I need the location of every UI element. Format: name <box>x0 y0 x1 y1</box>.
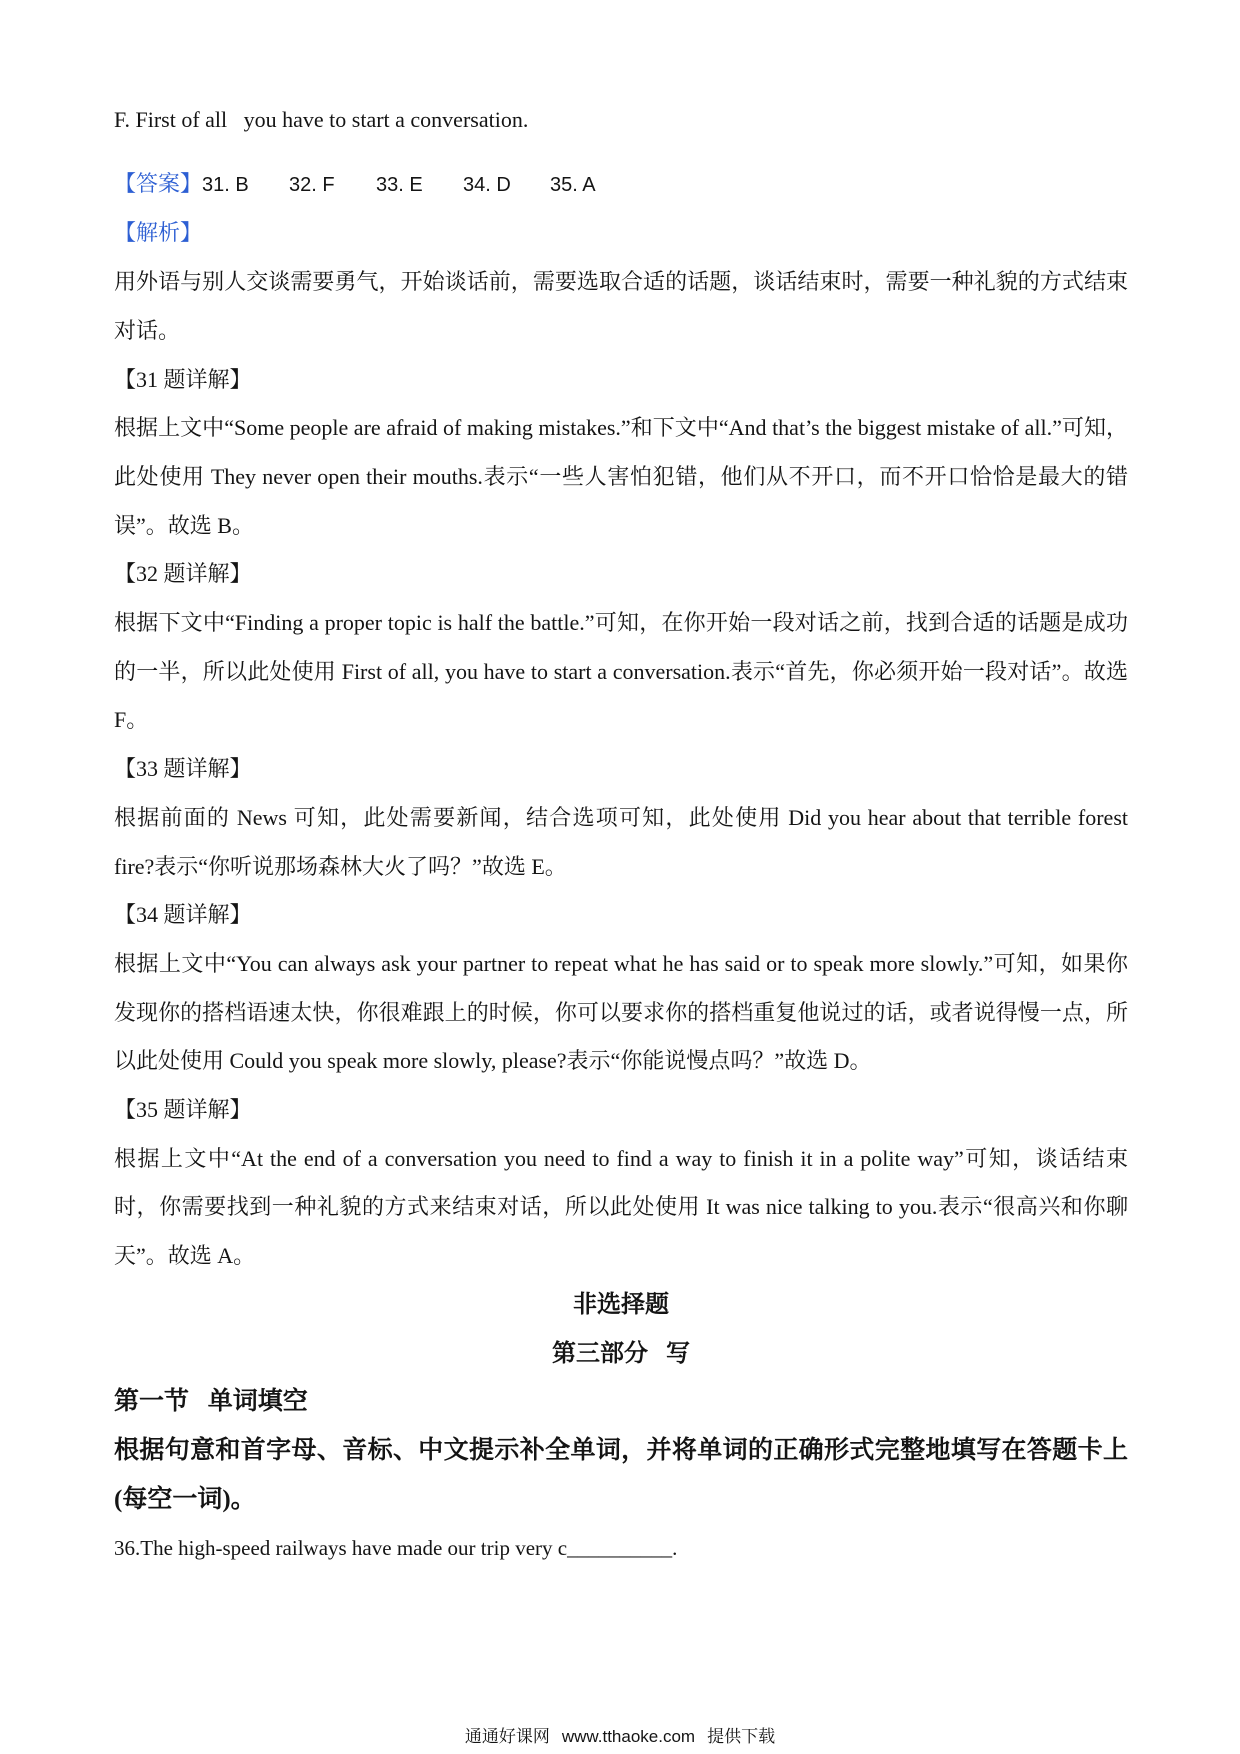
analysis-summary: 用外语与别人交谈需要勇气，开始谈话前，需要选取合适的话题，谈话结束时，需要一种礼貌的方式结束对话。 <box>114 269 1128 343</box>
detail-text-33: 根据前面的 News 可知，此处需要新闻，结合选项可知，此处使用 Did you hear about that terrible forest fire?表示“你听说那场森林大火了吗？”故选 E。 <box>114 804 1128 879</box>
detail-text-32: 根据下文中“Finding a proper topic is half the battle.”可知，在你开始一段对话之前，找到合适的话题是成功的一半，所以此处使用 First of all, you have to start a conversation.表示“首先，你必须开始一段对话”。故选 F。 <box>114 610 1128 733</box>
footer-site-name: 通通好课网 <box>464 1727 550 1746</box>
answer-item-31: 31. B <box>202 173 249 196</box>
detail-heading-32: 【32 题详解】 <box>114 561 252 587</box>
answer-item-32: 32. F <box>289 173 335 196</box>
footer-url: www.tthaoke.com <box>561 1727 696 1746</box>
answer-item-35: 35. A <box>550 173 596 196</box>
detail-text-31: 根据上文中“Some people are afraid of making mistakes.”和下文中“And that’s the biggest mistake of all.”可知，此处使用 They never open their mouths.表示“一些人害怕犯错，他们从不开口，而不开口恰恰是最大的错误”。故选 B。 <box>114 415 1128 538</box>
answer-item-33: 33. E <box>376 173 423 196</box>
detail-heading-31: 【31 题详解】 <box>114 366 252 392</box>
section-title: 非选择题 <box>573 1291 669 1318</box>
detail-text-35: 根据上文中“At the end of a conversation you need to find a way to finish it in a polite way”可知，谈话结束时，你需要找到一种礼貌的方式来结束对话，所以此处使用 It was nice talking to you.表示“很高兴和你聊天”。故选 A。 <box>114 1145 1128 1269</box>
section-instructions: 根据句意和首字母、音标、中文提示补全单词，并将单词的正确形式完整地填写在答题卡上(每空一词)。 <box>114 1436 1128 1513</box>
part-title: 第三部分 写 <box>552 1340 690 1367</box>
option-f-line: F. First of all you have to start a conversation. <box>114 107 529 132</box>
answer-item-34: 34. D <box>463 173 511 196</box>
footer-note: 提供下载 <box>707 1727 776 1746</box>
detail-text-34: 根据上文中“You can always ask your partner to repeat what he has said or to speak more slowly.”可知，如果你发现你的搭档语速太快，你很难跟上的时候，你可以要求你的搭档重复他说过的话，或者说得慢一点，所以此处使用 Could you speak more slowly, please?表示“你能说慢点吗？”故选 D。 <box>114 950 1128 1074</box>
page-footer <box>0 1724 1240 1750</box>
analysis-label: 【解析】 <box>114 220 203 246</box>
detail-heading-34: 【34 题详解】 <box>114 902 252 928</box>
answer-label: 【答案】 <box>114 170 203 196</box>
page-content <box>114 96 1128 1573</box>
detail-heading-35: 【35 题详解】 <box>114 1097 252 1123</box>
subsection-heading: 第一节 单词填空 <box>114 1388 308 1416</box>
answer-line <box>114 160 1128 210</box>
question-36: 36.The high-speed railways have made our trip very c__________. <box>114 1536 678 1561</box>
detail-heading-33: 【33 题详解】 <box>114 756 252 782</box>
